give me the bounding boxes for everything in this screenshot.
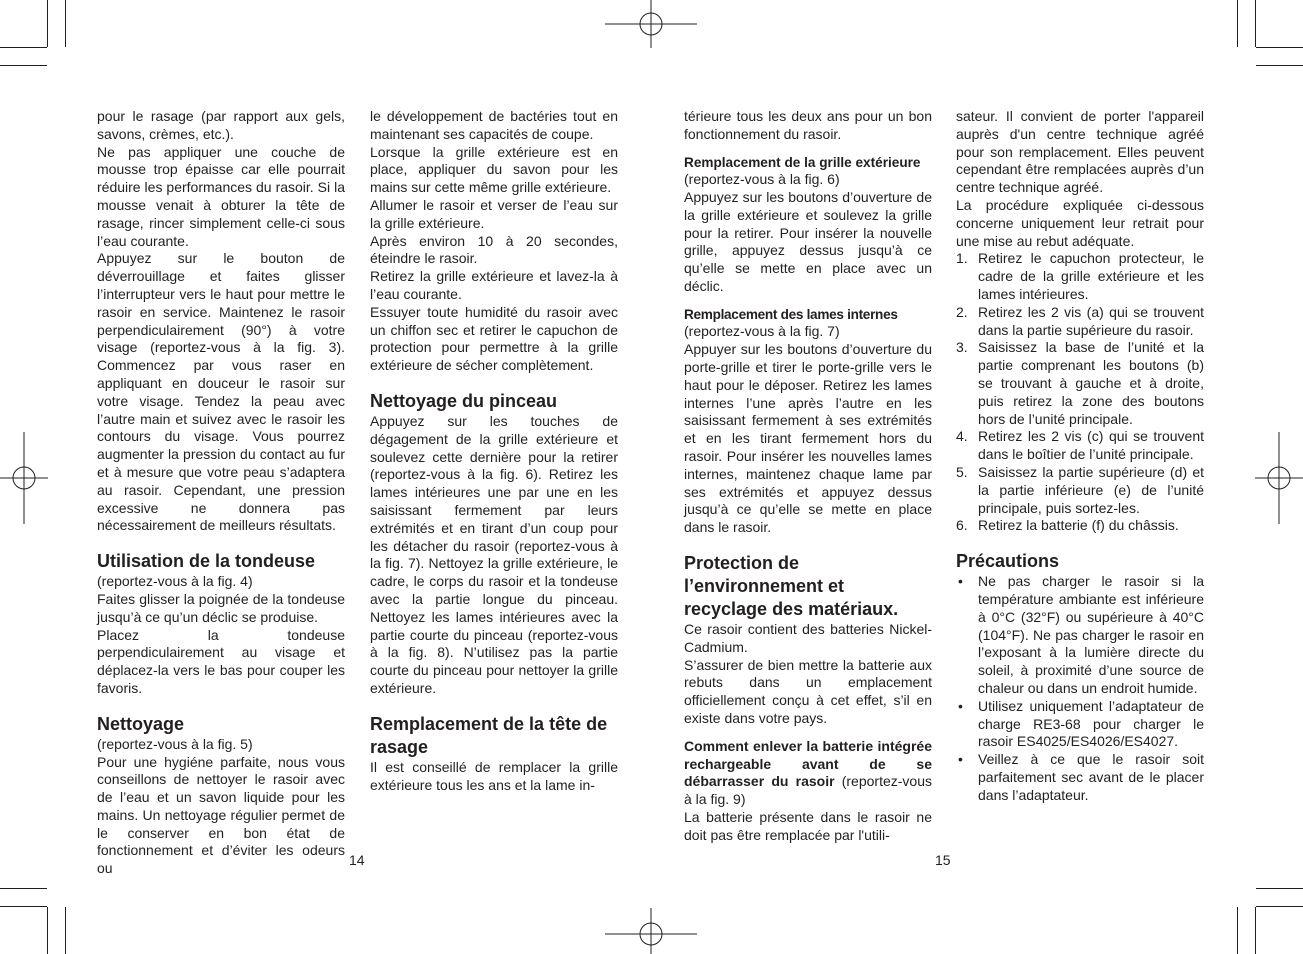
section-heading-pinceau: Nettoyage du pinceau bbox=[370, 390, 558, 411]
step-number: 2. bbox=[956, 303, 968, 320]
crop-mark bbox=[0, 906, 47, 907]
paragraph: (reportez-vous à la fig. 7) bbox=[684, 323, 840, 340]
crop-mark bbox=[1256, 888, 1303, 889]
right-page-column-1 bbox=[684, 108, 932, 844]
paragraph: S’assurer de bien mettre la batterie aux rebuts dans un emplacement officiellement conçu à cet effet, s’il en existe dans votre pays. bbox=[684, 656, 932, 726]
bullet: • bbox=[958, 697, 963, 714]
removal-steps-list bbox=[956, 250, 1204, 535]
step-number: 6. bbox=[956, 517, 968, 534]
crop-mark bbox=[47, 0, 48, 47]
list-item bbox=[956, 573, 1204, 698]
paragraph: le développement de bactéries tout en maintenant ses capacités de coupe. bbox=[370, 108, 618, 142]
figure-reference: (reportez-vous à la fig. 9) bbox=[684, 773, 932, 808]
paragraph: Faites glisser la poignée de la tondeuse jusqu’à ce qu’un déclic se produise. bbox=[97, 590, 345, 625]
right-page-column-2 bbox=[956, 108, 1204, 804]
bullet: • bbox=[958, 573, 963, 590]
section-heading-tondeuse: Utilisation de la tondeuse bbox=[97, 551, 316, 572]
section-heading-environnement: Protection de l’environnement et recyclage des matériaux. bbox=[684, 552, 899, 619]
subheading-grille: Remplacement de la grille extérieure bbox=[684, 154, 921, 170]
registration-mark-top bbox=[605, 0, 697, 48]
crop-mark bbox=[0, 47, 47, 48]
paragraph: sateur. Il convient de porter l'appareil auprès d'un centre technique agréé pour son remplacement. Elles peuvent cependant être remplacées auprès d’un centre technique agréé. bbox=[956, 108, 1204, 196]
paragraph: Pour une hygiéne parfaite, nous vous conseillons de nettoyer le rasoir avec de l’eau et un savon liquide pour les mains. Un nettoyage régulier permet de le conserver en bon état de fonctionnement et d’éviter les odeurs ou bbox=[97, 753, 345, 877]
paragraph: Après environ 10 à 20 secondes, éteindre le rasoir. bbox=[370, 232, 618, 267]
subheading-batterie bbox=[684, 738, 932, 809]
step-number: 1. bbox=[956, 250, 968, 267]
step-number: 3. bbox=[956, 339, 968, 356]
subheading-batterie-text: Comment enlever la batterie intégrée rechargeable avant de se débarrasser du rasoir bbox=[684, 737, 932, 790]
bullet-text: Veillez à ce que le rasoir soit parfaitement sec avant de le placer dans l’adaptateur. bbox=[978, 751, 1204, 803]
paragraph: Lorsque la grille extérieure est en place, appliquer du savon pour les mains sur cette même grille extérieure. bbox=[370, 143, 618, 196]
paragraph: Appuyez sur les touches de dégagement de la grille extérieure et soulevez cette dernière pour la retirer (reportez-vous à la fig. 6). Retirez les lames intérieures une par une en les saisissant fermement par leurs extrémités et en tirant d’un coup pour les détacher du rasoir (reportez-vous à la fig. 7). Nettoyez la grille extérieure, le cadre, le corps du rasoir et la tondeuse avec la partie longue du pinceau. Nettoyez les lames intérieures avec la partie courte du pinceau (reportez-vous à la fig. 8). N’utilisez pas la partie courte du pinceau pour nettoyer la grille extérieure. bbox=[370, 412, 618, 696]
page-number-right: 15 bbox=[935, 852, 951, 868]
crop-mark bbox=[65, 0, 66, 47]
list-item bbox=[956, 517, 1204, 535]
crop-mark bbox=[1256, 65, 1303, 66]
step-text: Retirez la batterie (f) du châssis. bbox=[978, 517, 1179, 534]
crop-mark bbox=[1256, 47, 1303, 48]
bullet: • bbox=[958, 751, 963, 768]
paragraph: (reportez-vous à la fig. 6) bbox=[684, 171, 840, 188]
section-heading-nettoyage: Nettoyage bbox=[97, 713, 185, 734]
paragraph: térieure tous les deux ans pour un bon fonctionnement du rasoir. bbox=[684, 108, 932, 142]
paragraph: Ne pas appliquer une couche de mousse trop épaisse car elle pourrait réduire les performances du rasoir. Si la mousse venait à obturer la tête de rasage, rincer simplement celle-ci sous l’eau courante. bbox=[97, 143, 345, 249]
paragraph: Appuyez sur les boutons d’ouverture de la grille extérieure et soulevez la grille pour la retirer. Pour insérer la nouvelle grille, appuyez dessus jusqu’à ce qu’elle se mette en place avec un déclic. bbox=[684, 188, 932, 294]
crop-mark bbox=[1237, 907, 1238, 954]
paragraph: Il est conseillé de remplacer la grille extérieure tous les ans et la lame in- bbox=[370, 758, 618, 793]
crop-mark bbox=[0, 888, 47, 889]
list-item bbox=[956, 698, 1204, 751]
registration-mark-bottom bbox=[605, 908, 697, 954]
paragraph: Allumer le rasoir et verser de l’eau sur la grille extérieure. bbox=[370, 196, 618, 231]
step-text: Retirez le capuchon protecteur, le cadre de la grille extérieure et les lames intérieures. bbox=[978, 250, 1204, 302]
paragraph: Essuyer toute humidité du rasoir avec un chiffon sec et retirer le capuchon de protection pour permettre à la grille extérieure de sécher complètement. bbox=[370, 303, 618, 374]
crop-mark bbox=[65, 907, 66, 954]
paragraph: Appuyez sur le bouton de déverrouillage et faites glisser l’interrupteur vers le haut pour mettre le rasoir en service. Maintenez le rasoir perpendiculairement (90°) à votre visage (reportez-vous à la fig. 3). Commencez par vous raser en appliquant en douceur le rasoir sur votre visage. Tendez la peau avec l’autre main et suivez avec le rasoir les contours du visage. Vous pourrez augmenter la pression du contact au fur et à mesure que votre peau s’adaptera au rasoir. Cependant, une pression excessive ne donnera pas nécessairement de meilleurs résultats. bbox=[97, 250, 345, 534]
left-page-column-1 bbox=[97, 108, 345, 878]
precautions-list bbox=[956, 573, 1204, 804]
crop-mark bbox=[1256, 906, 1303, 907]
section-heading-tete: Remplacement de la tête de rasage bbox=[370, 713, 608, 757]
paragraph: La procédure expliquée ci-dessous concerne uniquement leur retrait pour une mise au rebut adéquate. bbox=[956, 196, 1204, 249]
step-text: Saisissez la base de l’unité et la partie comprenant les boutons (b) se trouvant à gauche et à droite, puis retirez la zone des boutons hors de l’unité principale. bbox=[978, 339, 1204, 427]
bullet-text: Ne pas charger le rasoir si la température ambiante est inférieure à 0°C (32°F) ou supérieure à 40°C (104°F). Ne pas charger le rasoir en l’exposant à la lumière directe du soleil, à proximité d’une source de chaleur ou dans un endroit humide. bbox=[978, 573, 1204, 696]
paragraph: Retirez la grille extérieure et lavez-la à l’eau courante. bbox=[370, 268, 618, 302]
registration-mark-left bbox=[0, 432, 48, 524]
paragraph: Ce rasoir contient des batteries Nickel-Cadmium. bbox=[684, 620, 932, 655]
list-item bbox=[956, 428, 1204, 464]
subheading-lames: Remplacement des lames internes bbox=[684, 306, 898, 322]
step-text: Saisissez la partie supérieure (d) et la partie inférieure (e) de l’unité principale, puis sortez-les. bbox=[978, 463, 1204, 516]
section-heading-precautions: Précautions bbox=[956, 551, 1060, 572]
step-number: 4. bbox=[956, 428, 968, 445]
crop-mark bbox=[1255, 907, 1256, 954]
list-item bbox=[956, 751, 1204, 804]
crop-mark bbox=[0, 65, 47, 66]
paragraph: (reportez-vous à la fig. 5) bbox=[97, 735, 253, 752]
paragraph: (reportez-vous à la fig. 4) bbox=[97, 573, 253, 590]
list-item bbox=[956, 304, 1204, 340]
crop-mark bbox=[1255, 0, 1256, 47]
list-item bbox=[956, 250, 1204, 303]
list-item bbox=[956, 339, 1204, 428]
crop-mark bbox=[47, 907, 48, 954]
paragraph: La batterie présente dans le rasoir ne doit pas être remplacée par l'utili- bbox=[684, 808, 932, 843]
bullet-text: Utilisez uniquement l’adaptateur de charge RE3-68 pour charger le rasoir ES4025/ES4026/ES4027. bbox=[978, 697, 1204, 750]
list-item bbox=[956, 464, 1204, 517]
left-page-column-2 bbox=[370, 108, 618, 794]
paragraph: pour le rasage (par rapport aux gels, savons, crèmes, etc.). bbox=[97, 108, 345, 142]
crop-mark bbox=[1237, 0, 1238, 47]
paragraph: Placez la tondeuse perpendiculairement au visage et déplacez-la vers le bas pour couper les favoris. bbox=[97, 626, 345, 696]
step-text: Retirez les 2 vis (c) qui se trouvent dans le boîtier de l’unité principale. bbox=[978, 428, 1204, 463]
step-text: Retirez les 2 vis (a) qui se trouvent dans la partie supérieure du rasoir. bbox=[978, 303, 1204, 338]
registration-mark-right bbox=[1255, 432, 1303, 524]
page-number-left: 14 bbox=[349, 852, 365, 868]
step-number: 5. bbox=[956, 463, 968, 480]
paragraph: Appuyer sur les boutons d’ouverture du porte-grille et tirer le porte-grille vers le haut pour le déposer. Retirez les lames internes l’une après l’autre en les saisissant fermement à ses extrémités et en les tirant fermement hors du rasoir. Pour insérer les nouvelles lames internes, maintenez chaque lame par ses extrémités et appuyez dessus jusqu’à ce qu’elle se mette en place dans le rasoir. bbox=[684, 341, 932, 536]
